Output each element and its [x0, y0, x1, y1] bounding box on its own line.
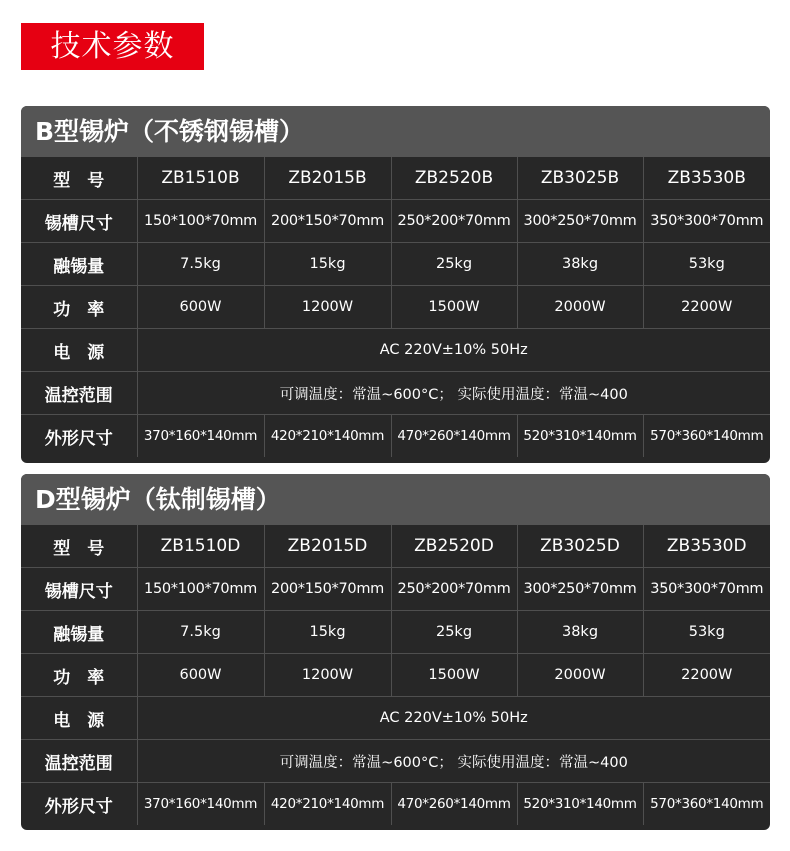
row-label: 锡槽尺寸 [21, 200, 137, 243]
table-cell: ZB3025D [517, 525, 643, 568]
table-cell: 15kg [264, 243, 391, 286]
row-label: 温控范围 [21, 372, 137, 415]
table-cell: 520*310*140mm [517, 783, 643, 826]
table-row-temp-range [21, 740, 770, 783]
table-cell: 600W [137, 654, 264, 697]
table-row-power [21, 654, 770, 697]
table-cell: 2200W [643, 654, 770, 697]
row-label: 型 号 [21, 525, 137, 568]
table-row-outer-size [21, 415, 770, 458]
section-title: B型锡炉（不锈钢锡槽） [21, 106, 770, 157]
table-cell: 470*260*140mm [391, 415, 517, 458]
table-cell: ZB3025B [517, 157, 643, 200]
table-cell: 350*300*70mm [643, 568, 770, 611]
table-cell: 38kg [517, 243, 643, 286]
table-cell: ZB1510B [137, 157, 264, 200]
table-cell: ZB2520D [391, 525, 517, 568]
table-row-supply [21, 329, 770, 372]
row-label: 电 源 [21, 697, 137, 740]
section-title: D型锡炉（钛制锡槽） [21, 474, 770, 525]
section-badge: 技术参数 [21, 23, 204, 70]
table-cell: ZB3530D [643, 525, 770, 568]
table-cell: 38kg [517, 611, 643, 654]
table-cell: 350*300*70mm [643, 200, 770, 243]
table-row-tin-capacity [21, 611, 770, 654]
table-row-tank-size [21, 200, 770, 243]
table-cell: 600W [137, 286, 264, 329]
row-label: 型 号 [21, 157, 137, 200]
table-cell: 1500W [391, 286, 517, 329]
table-cell: 150*100*70mm [137, 568, 264, 611]
spec-section-b [21, 106, 770, 463]
table-cell-wide: AC 220V±10% 50Hz [137, 697, 770, 740]
table-cell: 420*210*140mm [264, 415, 391, 458]
table-cell: 2000W [517, 286, 643, 329]
table-cell: 300*250*70mm [517, 200, 643, 243]
spec-table [21, 157, 770, 457]
table-cell: 1500W [391, 654, 517, 697]
table-row-temp-range [21, 372, 770, 415]
table-cell: 420*210*140mm [264, 783, 391, 826]
table-cell: 570*360*140mm [643, 415, 770, 458]
table-cell: 300*250*70mm [517, 568, 643, 611]
table-cell: 200*150*70mm [264, 200, 391, 243]
row-label: 融锡量 [21, 611, 137, 654]
table-cell: ZB2520B [391, 157, 517, 200]
row-label: 融锡量 [21, 243, 137, 286]
row-label: 锡槽尺寸 [21, 568, 137, 611]
table-cell: 370*160*140mm [137, 415, 264, 458]
table-cell: 470*260*140mm [391, 783, 517, 826]
table-row-outer-size [21, 783, 770, 826]
table-cell-wide: AC 220V±10% 50Hz [137, 329, 770, 372]
table-cell: 520*310*140mm [517, 415, 643, 458]
table-cell: 53kg [643, 611, 770, 654]
table-cell: 53kg [643, 243, 770, 286]
table-cell: 250*200*70mm [391, 568, 517, 611]
table-row-model [21, 157, 770, 200]
table-cell: ZB1510D [137, 525, 264, 568]
table-cell: 15kg [264, 611, 391, 654]
table-cell-wide: 可调温度：常温~600°C； 实际使用温度：常温~400 [137, 372, 770, 415]
table-row-supply [21, 697, 770, 740]
table-cell: 25kg [391, 243, 517, 286]
table-cell: 7.5kg [137, 243, 264, 286]
table-row-tank-size [21, 568, 770, 611]
table-cell: 150*100*70mm [137, 200, 264, 243]
spec-section-d [21, 474, 770, 830]
table-cell: 2000W [517, 654, 643, 697]
table-cell-wide: 可调温度：常温~600°C； 实际使用温度：常温~400 [137, 740, 770, 783]
table-cell: 2200W [643, 286, 770, 329]
table-cell: 200*150*70mm [264, 568, 391, 611]
table-row-tin-capacity [21, 243, 770, 286]
table-cell: 570*360*140mm [643, 783, 770, 826]
row-label: 外形尺寸 [21, 415, 137, 458]
table-row-power [21, 286, 770, 329]
table-cell: ZB2015B [264, 157, 391, 200]
table-cell: 1200W [264, 654, 391, 697]
row-label: 功 率 [21, 286, 137, 329]
table-cell: 370*160*140mm [137, 783, 264, 826]
table-cell: 1200W [264, 286, 391, 329]
row-label: 温控范围 [21, 740, 137, 783]
spec-table [21, 525, 770, 825]
table-cell: 25kg [391, 611, 517, 654]
row-label: 电 源 [21, 329, 137, 372]
table-cell: ZB2015D [264, 525, 391, 568]
row-label: 功 率 [21, 654, 137, 697]
table-cell: 7.5kg [137, 611, 264, 654]
table-cell: ZB3530B [643, 157, 770, 200]
table-cell: 250*200*70mm [391, 200, 517, 243]
table-row-model [21, 525, 770, 568]
row-label: 外形尺寸 [21, 783, 137, 826]
